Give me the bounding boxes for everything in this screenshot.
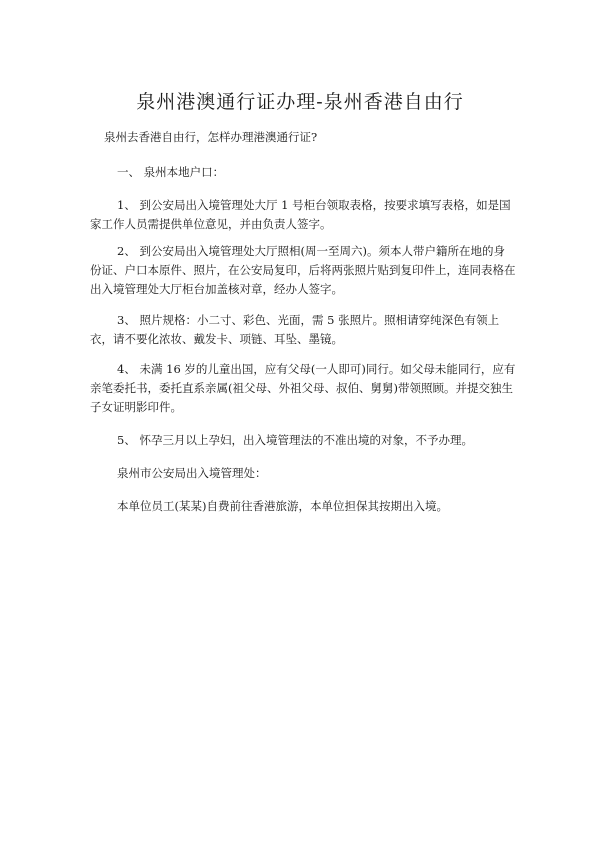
- list-item: [90, 311, 516, 349]
- list-item-text: 2、 到公安局出入境管理处大厅照相(周一至周六)。须本人带户籍所在地的身份证、户口本原件、照片，在公安局复印，后将两张照片贴到复印件上，连同表格在出入境管理处大厅柜台加盖核对章，经办人签字。: [90, 244, 516, 296]
- list-item: [90, 242, 516, 299]
- guarantee-text: 本单位员工(某某)自费前往香港旅游，本单位担保其按期出入境。: [117, 499, 448, 513]
- guarantee-paragraph: [90, 497, 516, 516]
- section-heading-text: 一、 泉州本地户口：: [117, 165, 225, 179]
- list-item-text: 3、 照片规格：小二寸、彩色、光面，需 5 张照片。照相请穿纯深色有领上衣，请不要化浓妆、戴发卡、项链、耳坠、墨镜。: [90, 313, 500, 346]
- list-item-text: 5、 怀孕三月以上孕妇，出入境管理法的不准出境的对象，不予办理。: [117, 433, 473, 447]
- document-title: 泉州港澳通行证办理-泉州香港自由行: [136, 91, 464, 113]
- intro-text: 泉州去香港自由行，怎样办理港澳通行证?: [104, 130, 318, 144]
- section-heading: [90, 163, 516, 182]
- list-item: [90, 431, 516, 450]
- list-item: [90, 360, 516, 417]
- office-label: [90, 464, 516, 483]
- list-item-text: 4、 未满 16 岁的儿童出国，应有父母(一人即可)同行。如父母未能同行，应有亲笔委托书，委托直系亲属(祖父母、外祖父母、叔伯、舅舅)带领照顾。并提交独生子女证明影印件。: [90, 362, 516, 414]
- list-item-text: 1、 到公安局出入境管理处大厅 1 号柜台领取表格，按要求填写表格，如是国家工作人员需提供单位意见，并由负责人签字。: [90, 198, 511, 231]
- list-item: [90, 196, 516, 234]
- office-label-text: 泉州市公安局出入境管理处：: [117, 466, 267, 480]
- intro-paragraph: [90, 128, 516, 147]
